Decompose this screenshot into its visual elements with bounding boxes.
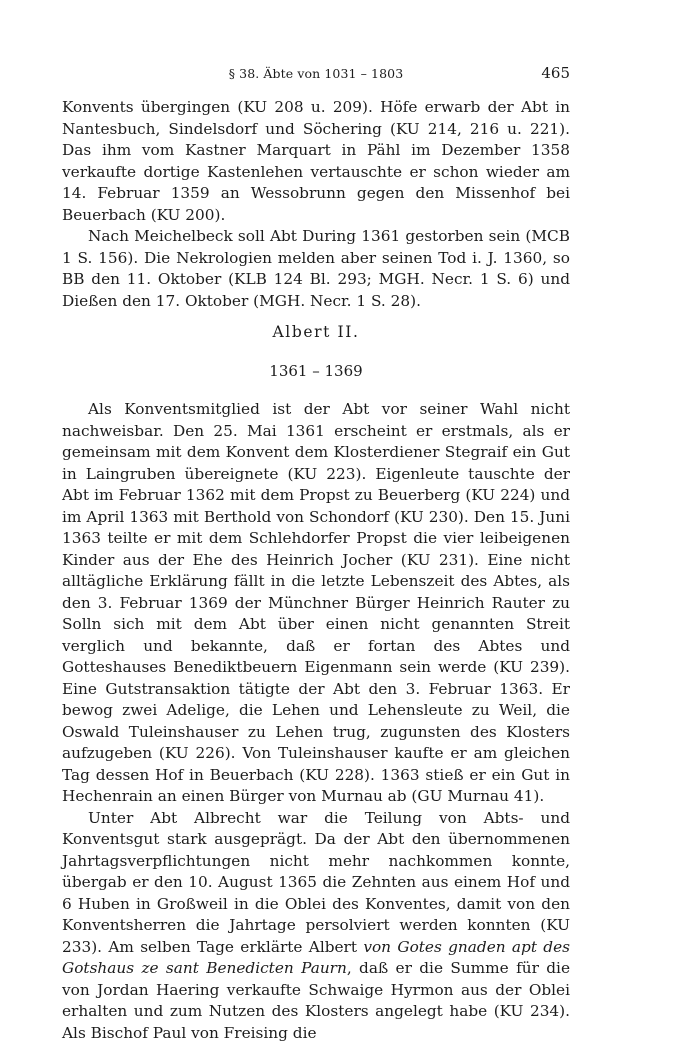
running-title: § 38. Äbte von 1031 – 1803 <box>62 66 570 81</box>
intro-paragraph-2: Nach Meichelbeck soll Abt During 1361 gestorben sein (MCB 1 S. 156). Die Nekrologien melden aber seinen Tod i. J. 1360, so BB den 11. Oktober (KLB 124 Bl. 293; MGH. Necr. 1 S. 6) und Dießen den 17. Oktober (MGH. Necr. 1 S. 28). <box>62 226 570 312</box>
body-text-block <box>62 399 570 1044</box>
body-paragraph-2 <box>62 808 570 1044</box>
running-head <box>62 64 570 84</box>
charter-quotation: von Gotes gnaden apt des Gotshaus ze sant Benedicten Paurn <box>62 938 570 978</box>
page-number: 465 <box>541 64 570 82</box>
intro-paragraph-1: Konvents übergingen (KU 208 u. 209). Höfe erwarb der Abt in Nantesbuch, Sindelsdorf und Söchering (KU 214, 216 u. 221). Das ihm vom Kastner Marquart in Pähl im Dezember 1358 verkaufte dortige Kastenlehen vertauschte er schon wieder am 14. Februar 1359 an Wessobrunn gegen den Missenhof bei Beuerbach (KU 200). <box>62 97 570 226</box>
body-paragraph-2-end: , daß er die Summe für die von Jordan Haering verkaufte Schwaige Hyrmon aus der Oblei erhalten und zum Nutzen des Klosters angelegt habe (KU 234). Als Bischof Paul von Freising die <box>62 959 570 1042</box>
body-paragraph-1: Als Konventsmitglied ist der Abt vor seiner Wahl nicht nachweisbar. Den 25. Mai 1361 erscheint er erstmals, als er gemeinsam mit dem Konvent dem Klosterdiener Stegraif ein Gut in Laingruben übereignete (KU 223). Eigenleute tauschte der Abt im Februar 1362 mit dem Propst zu Beuerberg (KU 224) und im April 1363 mit Berthold von Schondorf (KU 230). Den 15. Juni 1363 teilte er mit dem Schlehdorfer Propst die vier leibeigenen Kinder aus der Ehe des Heinrich Jocher (KU 231). Eine nicht alltägliche Erklärung fällt in die letzte Lebenszeit des Abtes, als den 3. Februar 1369 der Münchner Bürger Heinrich Rauter zu Solln sich mit dem Abt über einen nicht genannten Streit verglich und bekannte, daß er fortan des Abtes und Gotteshauses Benediktbeuern Eigenmann sein werde (KU 239). Eine Gutstransaktion tätigte der Abt den 3. Februar 1363. Er bewog zwei Adelige, die Lehen und Lehensleute zu Weil, die Oswald Tuleinshauser zu Lehen trug, zugunsten des Klosters aufzugeben (KU 226). Von Tuleinshauser kaufte er am gleichen Tag dessen Hof in Beuerbach (KU 228). 1363 stieß er ein Gut in Hechenrain an einen Bürger von Murnau ab (GU Murnau 41). <box>62 399 570 808</box>
intro-text-block <box>62 97 570 312</box>
section-heading: Albert II. <box>62 323 570 341</box>
section-years: 1361 – 1369 <box>62 362 570 380</box>
body-paragraph-2-start: Unter Abt Albrecht war die Teilung von Abts- und Konventsgut stark ausgeprägt. Da der Abt den übernommenen Jahrtagsverpflichtungen nicht mehr nachkommen konnte, übergab er den 10. August 1365 die Zehnten aus einem Hof und 6 Huben in Großweil in die Oblei des Konventes, damit von den Konventsherren die Jahrtage persolviert werden konnten (KU 233). Am selben Tage erklärte Albert <box>62 809 570 956</box>
